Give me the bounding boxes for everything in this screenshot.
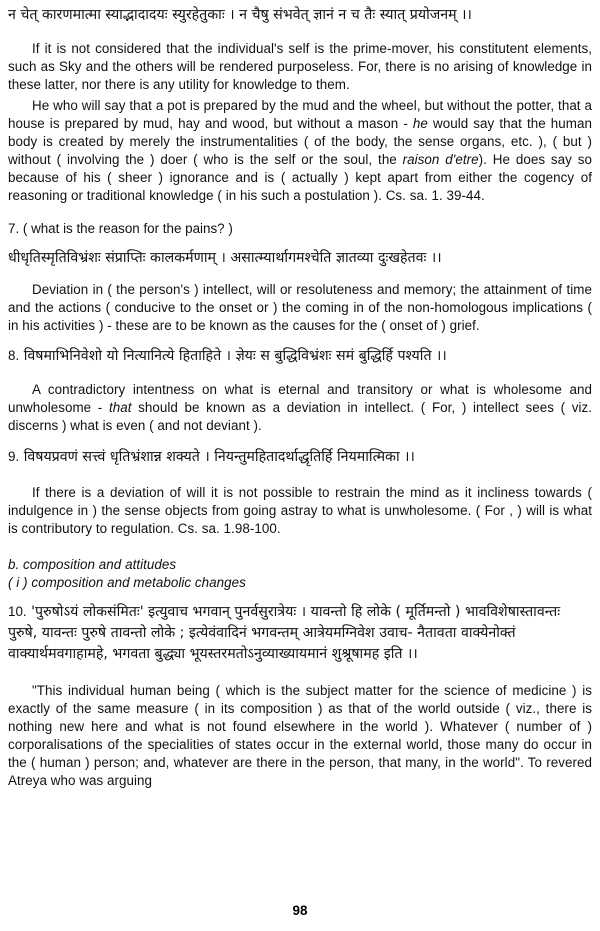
- italic-run: he: [412, 116, 428, 131]
- subheading-composition-attitudes: b. composition and attitudes: [8, 557, 177, 572]
- text-run: should be known as a deviation in intellect. ( For, ) intellect sees ( viz. discerns ) what is even ( and not deviant ).: [8, 400, 592, 433]
- sanskrit-verse-1: न चेत् कारणमात्मा स्याद्भादादयः स्युरहेतुकाः । न चैषु संभवेत् ज्ञानं न च तैः स्यात् प्रयोजनम् ।।: [8, 7, 472, 23]
- sanskrit-verse-8: [8, 346, 592, 366]
- sanskrit-verse-9: [8, 447, 592, 467]
- text-run: ). He does say so because of his ( sheer ) ignorance and is ( actually ) kept apart from either the cogency of reasoning or traditional knowledge ( in his such a postulation ). Cs. sa. 1. 39-44.: [8, 152, 592, 203]
- paragraph-self-prime-mover: If it is not considered that the individual's self is the prime-mover, his constitutent elements, such as Sky and the others will be rendered purposeless. For, there is no arising of knowledge in these latter, nor there is any utility for knowledge to them.: [8, 41, 592, 92]
- paragraph-pot-analogy: [8, 97, 592, 205]
- text-run: A contradictory intentness on what is eternal and transitory or what is wholesome and unwholesome -: [8, 382, 592, 415]
- section-7-heading: 7. ( what is the reason for the pains? ): [8, 221, 233, 236]
- verse-number: 10.: [8, 604, 27, 619]
- subheading-composition-metabolic: ( i ) composition and metabolic changes: [8, 575, 246, 590]
- text-run: He who will say that a pot is prepared by the mud and the wheel, but without the potter, that a house is prepared by mud, hay and wood, but without a mason -: [8, 98, 592, 131]
- sanskrit-verse-10-line-3: वाक्यार्थमवगाहामहे, भगवता बुद्ध्या भूयस्तरमतोऽनुव्याख्यायमानं शुश्रूषामह इति ।।: [8, 646, 418, 662]
- verse-number: 8.: [8, 348, 20, 363]
- text-run: would say that the human body is created by merely the instrumentalities ( of the body, the sense organs, etc. ), ( but ) without ( involving the ) doer ( who is the self or the soul, the: [8, 116, 592, 167]
- italic-run: raison d'etre: [402, 152, 479, 167]
- paragraph-deviation-will: If there is a deviation of will it is not possible to restrain the mind as it incliness towards ( indulgence in ) the sense objects from going astray to what is unwholesome. ( For , ) will is what is contributory to regulation. Cs. sa. 1.98-100.: [8, 485, 592, 536]
- verse-text: 'पुरुषोऽयं लोकसंमितः' इत्युवाच भगवान् पुनर्वसुरात्रेयः । यावन्तो हि लोके ( मूर्तिमन्तो ) भावविशेषास्तावन्तः: [31, 604, 561, 620]
- paragraph-individual-human-being: "This individual human being ( which is the subject matter for the science of medicine ) is exactly of the same measure ( in its composition ) as that of the world outside ( viz., there is nothing new here and what is not found elsewhere in the world ). Whatever ( number of ) corporalisations of the specialities of states occur in the external world, those many do occur in the ( human ) person; and, whatever are there in the person, that many, in the world". To revered Atreya who was arguing: [8, 683, 592, 788]
- page-number: 98: [292, 903, 308, 918]
- paragraph-contradictory-intentness: [8, 381, 592, 435]
- verse-text: विषमाभिनिवेशो यो नित्यानित्ये हिताहिते । ज्ञेयः स बुद्धिविभ्रंशः समं बुद्धिर्हि पश्यति ।।: [23, 348, 447, 364]
- sanskrit-verse-10-line-2: पुरुषे, यावन्तः पुरुषे तावन्तो लोके ; इत्येवंवादिनं भगवन्तम् आत्रेयमग्निवेश उवाच- नैतावता वाक्येनोक्तं: [8, 625, 516, 641]
- paragraph-deviation-intellect: Deviation in ( the person's ) intellect, will or resoluteness and memory; the attainment of time and the actions ( conducive to the onset or ) the coming in of the non-homologous implications ( in his activities ) - these are to be known as the causes for the ( onset of ) grief.: [8, 282, 592, 333]
- verse-number: 9.: [8, 449, 20, 464]
- verse-text: विषयप्रवणं सत्त्वं धृतिभ्रंशान्न शक्यते । नियन्तुमहितादर्थाद्धृतिर्हि नियमात्मिका ।।: [23, 449, 415, 465]
- italic-run: that: [108, 400, 132, 415]
- sanskrit-verse-7: धीधृतिस्मृतिविभ्रंशः संप्राप्तिः कालकर्मणाम् । असात्म्यार्थागमश्चेति ज्ञातव्या दुःखहेतवः ।।: [8, 250, 442, 266]
- sanskrit-verse-10-line-1: [8, 602, 592, 622]
